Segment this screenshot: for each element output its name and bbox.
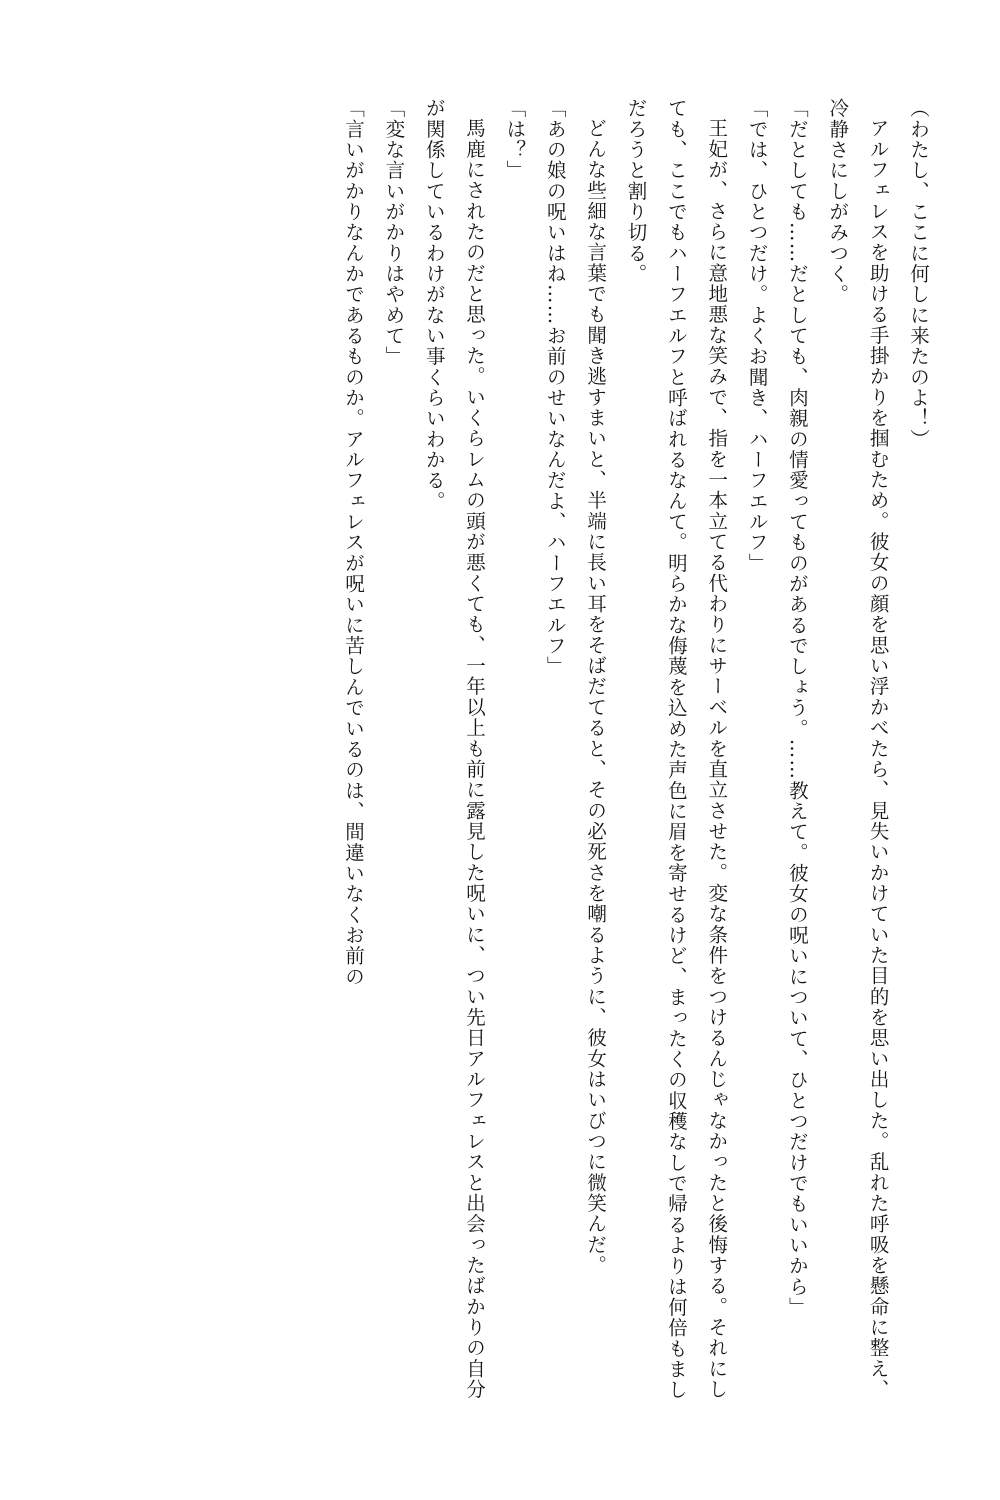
paragraph: 「言いがかりなんかであるものか。アルフェレスが呪いに苦しんでいるのは、間違いなくお前の <box>341 98 365 987</box>
paragraph: 「あの娘の呪いはね……お前のせいなんだよ、ハーフエルフ」 <box>543 98 567 677</box>
paragraph: どんな些細な言葉でも聞き逃すまいと、半端に長い耳をそばだてると、その必死さを嘲るように、彼女はいびつに微笑んだ。 <box>584 117 608 1276</box>
vertical-text-body <box>62 98 938 1418</box>
paragraph: 「変な言いがかりはやめて」 <box>382 98 406 367</box>
paragraph: 「だとしても……だとしても、肉親の情愛ってものがあるでしょう。……教えて。彼女の呪いについて、ひとつだけでもいいから」 <box>785 98 809 1318</box>
paragraph: 馬鹿にされたのだと思った。いくらレムの頭が悪くても、一年以上も前に露見した呪いに、つい先日アルフェレスと出会ったばかりの自分が関係しているわけがない事くらいわかる。 <box>422 98 487 1400</box>
paragraph: （わたし、ここに何しに来たのよ！） <box>907 98 930 450</box>
paragraph: 王妃が、さらに意地悪な笑みで、指を一本立てる代わりにサーベルを直立させた。変な条件をつけるんじゃなかったと後悔する。それにしても、ここでもハーフエルフと呼ばれるなんて。明らかな侮蔑を込めた声色に眉を寄せるけど、まったくの収穫なしで帰るよりは何倍もましだろうと割り切る。 <box>624 98 729 1401</box>
paragraph: 「は？」 <box>503 98 527 181</box>
paragraph: アルフェレスを助ける手掛かりを掴むため。彼女の顔を思い浮かべたら、見失いかけていた目的を思い出した。乱れた呼吸を懸命に整え、冷静さにしがみつく。 <box>826 98 890 1400</box>
paragraph: 「では、ひとつだけ。よくお聞き、ハーフエルフ」 <box>745 98 769 574</box>
